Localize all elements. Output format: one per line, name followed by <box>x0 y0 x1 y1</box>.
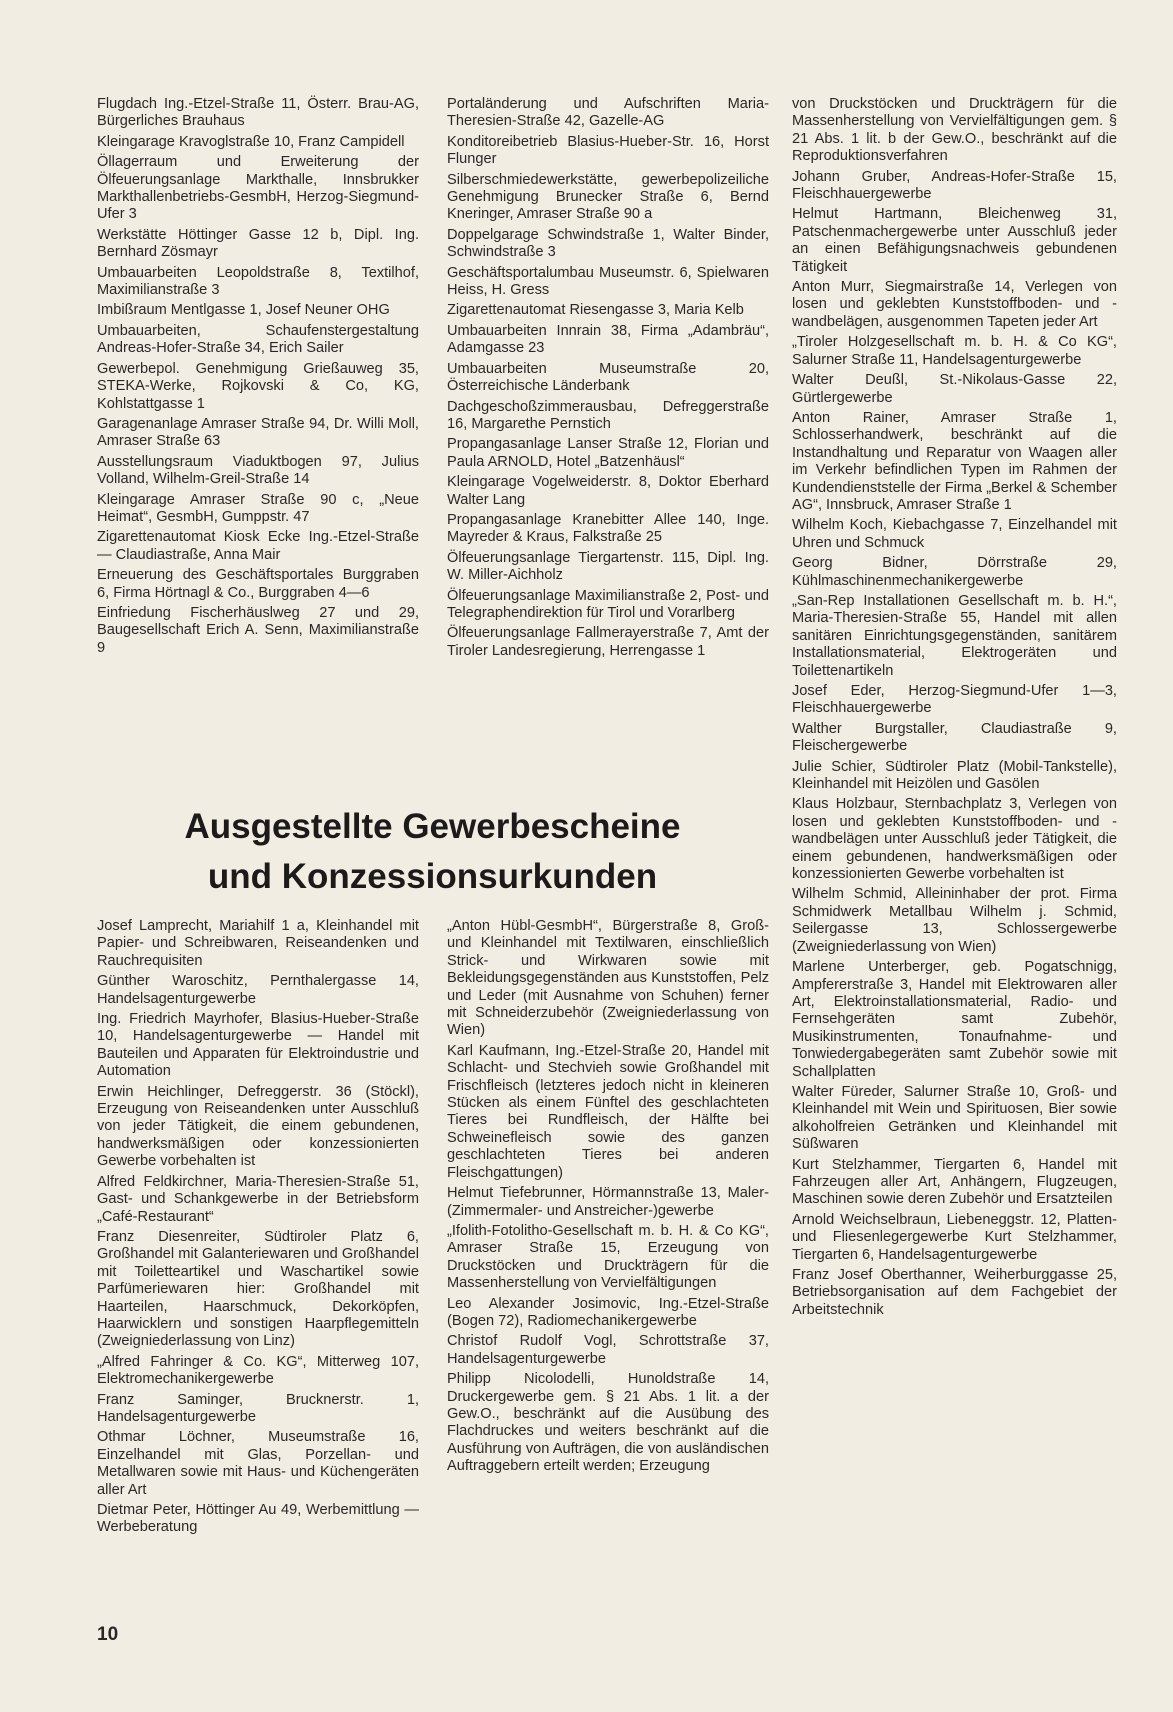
section-heading <box>100 802 765 902</box>
entry: Leo Alexander Josimovic, Ing.-Etzel-Straße (Bogen 72), Radiomechanikergewerbe <box>447 1295 769 1329</box>
entry: Portaländerung und Aufschriften Maria-Theresien-Straße 42, Gazelle-AG <box>447 96 769 130</box>
entry: Flugdach Ing.-Etzel-Straße 11, Österr. Brau-AG, Bürgerliches Brauhaus <box>97 96 419 130</box>
entry: Georg Bidner, Dörrstraße 29, Kühlmaschinenmechanikergewerbe <box>792 555 1117 589</box>
entry: Ölfeuerungsanlage Fallmerayerstraße 7, Amt der Tiroler Landesregierung, Herrengasse 1 <box>447 625 769 659</box>
entry: von Druckstöcken und Druckträgern für die Massenherstellung von Vervielfältigungen gem. § 21 Abs. 1 lit. b der Gew.O., beschränkt auf die Reproduktionsverfahren <box>792 96 1117 165</box>
entry: Zigarettenautomat Riesengasse 3, Maria Kelb <box>447 302 744 319</box>
entry: Umbauarbeiten Innrain 38, Firma „Adambräu“, Adamgasse 23 <box>447 322 769 357</box>
entry: Erneuerung des Geschäftsportales Burggraben 6, Firma Hörtnagl & Co., Burggraben 4—6 <box>97 567 419 601</box>
entry: Geschäftsportalumbau Museumstr. 6, Spielwaren Heiss, H. Gress <box>447 264 769 299</box>
entry: Propangasanlage Lanser Straße 12, Florian und Paula ARNOLD, Hotel „Batzenhäusl“ <box>447 436 769 470</box>
entry: Christof Rudolf Vogl, Schrottstraße 37, Handelsagenturgewerbe <box>447 1333 769 1367</box>
entry: „Alfred Fahringer & Co. KG“, Mitterweg 107, Elektromechanikergewerbe <box>97 1353 419 1388</box>
entry: Othmar Löchner, Museumstraße 16, Einzelhandel mit Glas, Porzellan- und Metallwaren sowie mit Haus- und Küchengeräten aller Art <box>97 1429 419 1498</box>
entry: Dietmar Peter, Höttinger Au 49, Werbemittlung — Werbeberatung <box>97 1502 419 1536</box>
entry: Ölfeuerungsanlage Maximilianstraße 2, Post- und Telegraphendirektion für Tirol und Vorarlberg <box>447 587 769 621</box>
entry: Franz Saminger, Brucknerstr. 1, Handelsagenturgewerbe <box>97 1391 419 1425</box>
entry: Ing. Friedrich Mayrhofer, Blasius-Hueber-Straße 10, Handelsagenturgewerbe — Handel mit Bauteilen und Apparaten für Elektroindustrie und Automation <box>97 1011 419 1080</box>
entry: Günther Waroschitz, Pernthalergasse 14, Handelsagenturgewerbe <box>97 973 419 1007</box>
entry: Kleingarage Amraser Straße 90 c, „Neue Heimat“, GesmbH, Gumppstr. 47 <box>97 491 419 525</box>
entry: „San-Rep Installationen Gesellschaft m. b. H.“, Maria-Theresien-Straße 55, Handel mit allen sanitären Einrichtungsgegenständen, sanitärem Installationsmaterial, Elektrogeräten und Toilettenartikeln <box>792 592 1117 679</box>
entry: Walter Deußl, St.-Nikolaus-Gasse 22, Gürtlergewerbe <box>792 372 1117 406</box>
entry: Silberschmiedewerkstätte, gewerbepolizeiliche Genehmigung Brunecker Straße 6, Bernd Kneringer, Amraser Straße 90 a <box>447 171 769 223</box>
page-number: 10 <box>97 1624 119 1645</box>
entry: Anton Murr, Siegmairstraße 14, Verlegen von losen und geklebten Kunststoffboden- und -wandbelägen, ausgenommen Tapeten jeder Art <box>792 279 1117 330</box>
entry: Klaus Holzbaur, Sternbachplatz 3, Verlegen von losen und geklebten Kunststoffboden- und -wandbelägen unter Ausschluß jeder Tätigkeit, die einem gebundenen, handwerksmäßigen oder konzessionierten Gewerbe vorbehalten ist <box>792 796 1117 883</box>
entry: Julie Schier, Südtiroler Platz (Mobil-Tankstelle), Kleinhandel mit Heizölen und Gasölen <box>792 758 1117 793</box>
entry: Dachgeschoßzimmerausbau, Defreggerstraße 16, Margarethe Pernstich <box>447 398 769 432</box>
entry: Kurt Stelzhammer, Tiergarten 6, Handel mit Fahrzeugen aller Art, Anhängern, Flugzeugen, Maschinen sowie deren Zubehör und Ersatzteilen <box>792 1156 1117 1208</box>
entry: Franz Josef Oberthanner, Weiherburggasse 25, Betriebsorganisation auf dem Fachgebiet der Arbeitstechnik <box>792 1267 1117 1318</box>
column-3 <box>792 96 1117 1322</box>
entry: „Tiroler Holzgesellschaft m. b. H. & Co KG“, Salurner Straße 11, Handelsagenturgewerbe <box>792 334 1117 368</box>
entry: Arnold Weichselbraun, Liebeneggstr. 12, Platten- und Fliesenlegergewerbe Kurt Stelzhammer, Tiergarten 6, Handelsagenturgewerbe <box>792 1211 1117 1263</box>
entry: Kleingarage Vogelweiderstr. 8, Doktor Eberhard Walter Lang <box>447 474 769 508</box>
entry: Karl Kaufmann, Ing.-Etzel-Straße 20, Handel mit Schlacht- und Stechvieh sowie Großhandel mit Frischfleisch (letzteres jedoch nicht in kleineren Stücken als einem Fünftel des geschlachteten Tieres bei Rundfleisch, der Hälfte bei Schweinefleisch sowie des ganzen geschlachteten Tieres bei anderen Fleischgattungen) <box>447 1042 769 1181</box>
entry: Franz Diesenreiter, Südtiroler Platz 6, Großhandel mit Galanteriewaren und Großhandel mit Toiletteartikel und Waschartikel sowie Parfümeriewaren hier: Großhandel mit Haarteilen, Haarschmuck, Dekorköpfen, Haarwicklern und sonstigen Haarpflegemitteln (Zweigniederlassung von Linz) <box>97 1228 419 1350</box>
entry: Umbauarbeiten Leopoldstraße 8, Textilhof, Maximilianstraße 3 <box>97 264 419 299</box>
entry: Walter Füreder, Salurner Straße 10, Groß- und Kleinhandel mit Wein und Spirituosen, Bier sowie alkoholfreien Getränken und Kleinhandel mit Süßwaren <box>792 1083 1117 1153</box>
entry: Wilhelm Schmid, Alleininhaber der prot. Firma Schmidwerk Metallbau Wilhelm j. Schmid, Seilergasse 13, Schlossergewerbe (Zweigniederlassung von Wien) <box>792 886 1117 955</box>
column-1-bottom <box>97 918 419 1540</box>
entry: Öllagerraum und Erweiterung der Ölfeuerungsanlage Markthalle, Innsbrukker Markthallenbetriebs-GesmbH, Herzog-Siegmund-Ufer 3 <box>97 154 419 223</box>
entry: Umbauarbeiten Museumstraße 20, Österreichische Länderbank <box>447 360 769 395</box>
entry: Philipp Nicolodelli, Hunoldstraße 14, Druckergewerbe gem. § 21 Abs. 1 lit. a der Gew.O., beschränkt auf die Ausübung des Flachdruckes und weiters beschränkt auf die Ausführung von Aufträgen, die von ausländischen Auftraggebern erteilt werden; Erzeugung <box>447 1371 769 1475</box>
entry: Erwin Heichlinger, Defreggerstr. 36 (Stöckl), Erzeugung von Reiseandenken unter Ausschluß von jeder Tätigkeit, die einem gebundenen, handwerksmäßigen oder konzessionierten Gewerbe vorbehalten ist <box>97 1083 419 1170</box>
entry: Helmut Hartmann, Bleichenweg 31, Patschenmachergewerbe unter Ausschluß jeder an einen Befähigungsnachweis gebundenen Tätigkeit <box>792 206 1117 275</box>
entry: Propangasanlage Kranebitter Allee 140, Inge. Mayreder & Kraus, Falkstraße 25 <box>447 511 769 546</box>
entry: Einfriedung Fischerhäuslweg 27 und 29, Baugesellschaft Erich A. Senn, Maximilianstraße 9 <box>97 604 419 656</box>
entry: Konditoreibetrieb Blasius-Hueber-Str. 16, Horst Flunger <box>447 133 769 168</box>
entry: Kleingarage Kravoglstraße 10, Franz Campidell <box>97 133 405 150</box>
entry: Marlene Unterberger, geb. Pogatschnigg, Ampfererstraße 3, Handel mit Elektrowaren aller Art, Elektroinstallationsmaterial, Radio- und Fernsehgeräten samt Zubehör, Musikinstrumenten, Tonaufnahme- und Tonwiedergabegeräten samt Zubehör sowie mit Schallplatten <box>792 959 1117 1080</box>
entry: Ausstellungsraum Viaduktbogen 97, Julius Volland, Wilhelm-Greil-Straße 14 <box>97 453 419 488</box>
entry: Johann Gruber, Andreas-Hofer-Straße 15, Fleischhauergewerbe <box>792 168 1117 203</box>
entry: Werkstätte Höttinger Gasse 12 b, Dipl. Ing. Bernhard Zösmayr <box>97 226 419 261</box>
entry: Helmut Tiefebrunner, Hörmannstraße 13, Maler-(Zimmermaler- und Anstreicher-)gewerbe <box>447 1185 769 1219</box>
entry: Anton Rainer, Amraser Straße 1, Schlosserhandwerk, beschränkt auf die Instandhaltung und Reparatur von Waagen aller im Verkehr befindlichen Typen im Rahmen der Kundendienststelle der Firma „Berkel & Schember AG“, Innsbruck, Amraser Straße 1 <box>792 409 1117 513</box>
entry: Alfred Feldkirchner, Maria-Theresien-Straße 51, Gast- und Schankgewerbe in der Betriebsform „Café-Restaurant“ <box>97 1173 419 1225</box>
column-1-top <box>97 96 419 660</box>
entry: Gewerbepol. Genehmigung Grießauweg 35, STEKA-Werke, Rojkovski & Co, KG, Kohlstattgasse 1 <box>97 360 419 412</box>
entry: „Ifolith-Fotolitho-Gesellschaft m. b. H. & Co KG“, Amraser Straße 15, Erzeugung von Druckstöcken und Druckträgern für die Massenherstellung von Vervielfältigungen <box>447 1222 769 1292</box>
entry: Zigarettenautomat Kiosk Ecke Ing.-Etzel-Straße — Claudiastraße, Anna Mair <box>97 529 419 563</box>
entry: Doppelgarage Schwindstraße 1, Walter Binder, Schwindstraße 3 <box>447 226 769 261</box>
entry: Ölfeuerungsanlage Tiergartenstr. 115, Dipl. Ing. W. Miller-Aichholz <box>447 549 769 584</box>
column-2-top <box>447 96 769 663</box>
entry: Josef Lamprecht, Mariahilf 1 a, Kleinhandel mit Papier- und Schreibwaren, Reiseandenken und Rauchrequisiten <box>97 918 419 969</box>
entry: Josef Eder, Herzog-Siegmund-Ufer 1—3, Fleischhauergewerbe <box>792 683 1117 717</box>
entry: Walther Burgstaller, Claudiastraße 9, Fleischergewerbe <box>792 720 1117 755</box>
column-2-bottom <box>447 918 769 1479</box>
heading-line-1: Ausgestellte Gewerbescheine <box>184 807 681 846</box>
entry: „Anton Hübl-GesmbH“, Bürgerstraße 8, Groß- und Kleinhandel mit Textilwaren, einschließlich Strick- und Wirkwaren sowie mit Bekleidungsgegenständen aus Kunststoffen, Pelz und Leder (mit Ausnahme von Schuhen) ferner mit Schneiderzubehör (Zweigniederlassung von Wien) <box>447 918 769 1039</box>
entry: Imbißraum Mentlgasse 1, Josef Neuner OHG <box>97 302 390 319</box>
heading-line-2: und Konzessionsurkunden <box>207 857 658 896</box>
entry: Garagenanlage Amraser Straße 94, Dr. Willi Moll, Amraser Straße 63 <box>97 415 419 450</box>
entry: Wilhelm Koch, Kiebachgasse 7, Einzelhandel mit Uhren und Schmuck <box>792 517 1117 551</box>
entry: Umbauarbeiten, Schaufenstergestaltung Andreas-Hofer-Straße 34, Erich Sailer <box>97 322 419 357</box>
